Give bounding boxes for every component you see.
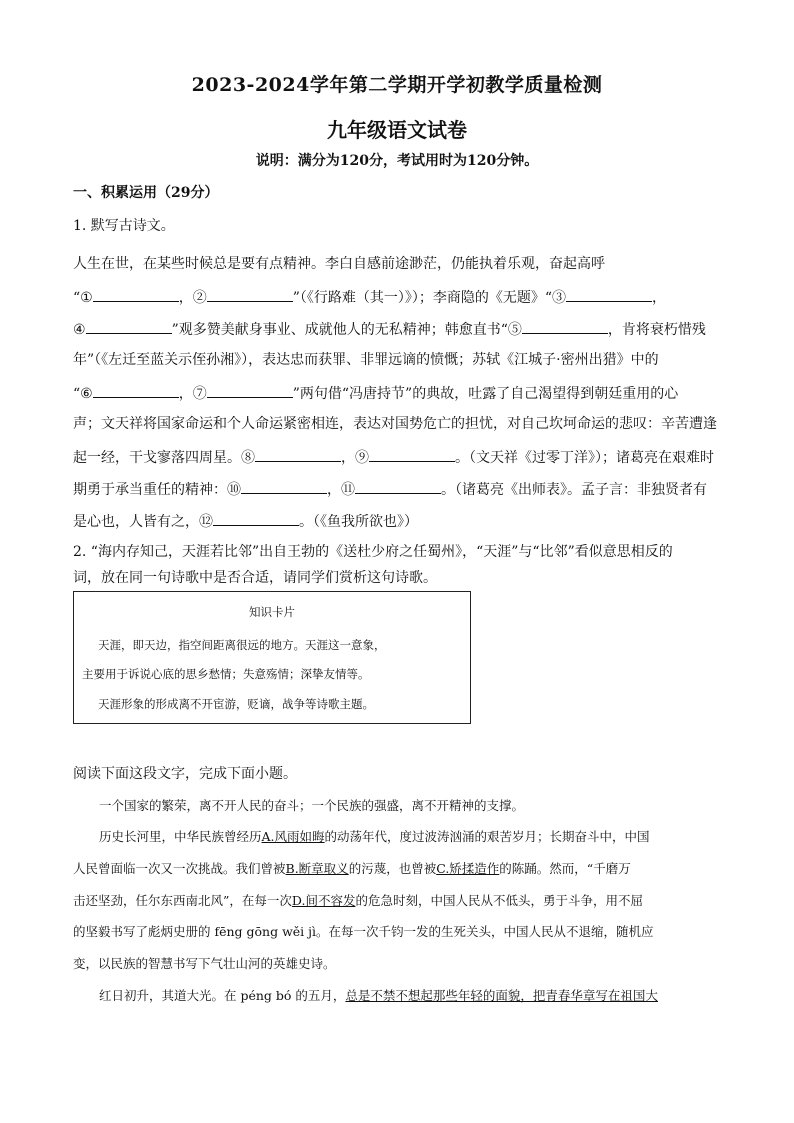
reading-paragraph-1: 一个国家的繁荣，离不开人民的奋斗；一个民族的强盛，离不开精神的支撑。 [99, 798, 525, 813]
q1-text: ”两句借“冯唐持节”的典故，吐露了自己渴望得到朝廷重用的心 [292, 386, 679, 402]
blank-8[interactable] [255, 446, 341, 462]
blank-3[interactable] [566, 286, 652, 302]
blank-1[interactable] [93, 286, 179, 302]
section-heading: 一、积累运用（29分） [73, 185, 219, 201]
blank-5[interactable] [522, 318, 608, 334]
q1-text: 期勇于承当重任的精神：⑩ [73, 482, 241, 498]
text-run: 红日初升，其道大光。在 péng bó 的五月， [99, 988, 346, 1003]
exam-title: 2023-2024学年第二学期开学初教学质量检测 [191, 74, 603, 96]
blank-10[interactable] [241, 478, 327, 494]
card-line-3: 天涯形象的形成离不开宦游，贬谪，战争等诗歌主题。 [98, 697, 374, 711]
q1-text: 。（文天祥《过零丁洋》）；诸葛亮在艰难时 [455, 450, 714, 466]
blank-2[interactable] [207, 286, 293, 302]
q1-text: ，⑨ [341, 450, 369, 466]
q1-line-4: 年”（《左迁至蓝关示侄孙湘》），表达忠而获罪、非罪远谪的愤慨；苏轼《江城子·密州出猎》中的 [73, 352, 659, 368]
q1-line-1: 人生在世，在某些时候总是要有点精神。李白自感前途渺茫，仍能执着乐观，奋起高呼 [73, 256, 605, 272]
q1-text: 起一经，干戈寥落四周星。⑧ [73, 450, 255, 466]
text-run: 的危急时刻，中国人民从不低头，勇于斗争，用不屈 [355, 893, 643, 908]
q1-text: ， [652, 290, 667, 306]
q1-text: 。（诸葛亮《出师表》。孟子言：非独贤者有 [441, 482, 707, 498]
reading-p2-line-3 [73, 892, 643, 910]
q1-text: ④ [73, 322, 86, 338]
reading-p3-line-1 [99, 987, 658, 1005]
q1-text: 是心也，人皆有之，⑫ [73, 514, 213, 530]
exam-note: 说明：满分为120分，考试用时为120分钟。 [255, 153, 539, 169]
question-1-title: 1. 默写古诗文。 [73, 218, 175, 234]
blank-11[interactable] [355, 478, 441, 494]
q2-line-1: 2. “海内存知己，天涯若比邻”出自王勃的《送杜少府之任蜀州》，“天涯”与“比邻”看似意思相反的 [73, 544, 673, 560]
blank-7[interactable] [207, 382, 293, 398]
q1-line-9 [73, 510, 418, 532]
q1-line-2 [73, 286, 666, 308]
option-c: C.矫揉造作 [436, 861, 500, 876]
reading-intro: 阅读下面这段文字，完成下面小题。 [73, 766, 297, 782]
blank-4[interactable] [86, 318, 172, 334]
q1-line-6: 声；文天祥将国家命运和个人命运紧密相连，表达对国势危亡的担忧，对自己坎坷命运的悲叹：辛苦遭逢 [73, 416, 717, 432]
q1-text: ”（《行路难（其一）》）；李商隐的《无题》“③ [292, 290, 567, 306]
text-run: 的污蔑，也曾被 [348, 861, 437, 876]
q1-text: ，⑦ [178, 386, 207, 402]
q1-line-5 [73, 382, 678, 404]
reading-p2-line-2 [73, 860, 631, 878]
reading-p2-line-5: 变，以民族的智慧书写下气壮山河的英雄史诗。 [73, 956, 336, 971]
blank-9[interactable] [369, 446, 455, 462]
q1-line-7 [73, 446, 714, 468]
text-run: 击还坚劲，任尔东西南北风”，在每一次 [73, 893, 292, 908]
q1-text: ”观多赞美献身事业、成就他人的无私精神；韩愈直书“⑤ [171, 322, 522, 338]
text-run: 历史长河里，中华民族曾经历 [99, 829, 262, 844]
q1-text: ，② [178, 290, 207, 306]
q1-text: 。（《鱼我所欲也》） [299, 514, 418, 530]
option-b: B.断章取义 [285, 861, 349, 876]
reading-p2-line-1 [99, 828, 650, 846]
card-title: 知识卡片 [249, 605, 295, 619]
q1-text: “⑥ [73, 386, 93, 402]
text-run: 的动荡年代，度过波涛汹涌的艰苦岁月；长期奋斗中，中国 [324, 829, 650, 844]
card-line-1: 天涯，即天边，指空间距离很远的地方。天涯这一意象， [98, 638, 386, 652]
q1-text: ，⑪ [327, 482, 355, 498]
card-line-2: 主要用于诉说心底的思乡愁情；失意殇情；深挚友情等。 [82, 667, 370, 681]
blank-12[interactable] [213, 510, 299, 526]
underlined-sentence: 总是不禁不想起那些年轻的面貌，把青春华章写在祖国大 [345, 988, 658, 1003]
reading-p2-line-4: 的坚毅书写了彪炳史册的 fēng gōng wěi jì。在每一次千钧一发的生死关头，中国人民从不退缩，随机应 [73, 924, 654, 939]
option-a: A.风雨如晦 [261, 829, 325, 844]
text-run: 的陈踊。然而，“千磨万 [499, 861, 631, 876]
knowledge-card [73, 591, 471, 724]
exam-subtitle: 九年级语文试卷 [327, 118, 467, 142]
q1-text: ，肯将衰朽惜残 [607, 322, 706, 338]
q2-line-2: 词，放在同一句诗歌中是否合适，请同学们赏析这句诗歌。 [73, 570, 437, 586]
q1-line-3 [73, 318, 706, 340]
blank-6[interactable] [93, 382, 179, 398]
q1-line-8 [73, 478, 707, 500]
option-d: D.间不容发 [291, 893, 356, 908]
text-run: 人民曾面临一次又一次挑战。我们曾被 [73, 861, 286, 876]
q1-text: “① [73, 290, 93, 306]
